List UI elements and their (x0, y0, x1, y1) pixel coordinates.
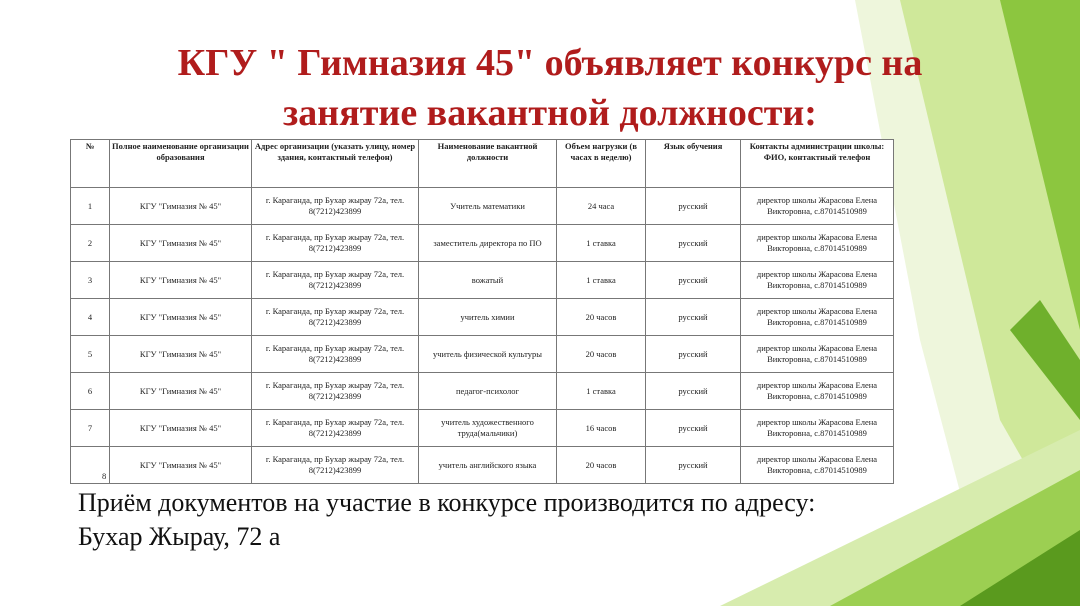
table-row (71, 447, 894, 484)
cell-language: русский (646, 373, 741, 410)
cell-number: 5 (71, 336, 110, 373)
document-submission-note (78, 486, 898, 554)
cell-language: русский (646, 336, 741, 373)
cell-number: 2 (71, 225, 110, 262)
cell-number: 6 (71, 373, 110, 410)
header-organization: Полное наименование организации образования (110, 140, 252, 188)
cell-position: учитель художественного труда(мальчики) (419, 410, 557, 447)
cell-language: русский (646, 262, 741, 299)
cell-contacts: директор школы Жарасова Елена Викторовна, с.87014510989 (741, 225, 894, 262)
cell-language: русский (646, 225, 741, 262)
header-number: № (71, 140, 110, 188)
cell-address: г. Караганда, пр Бухар жырау 72а, тел. 8(7212)423899 (252, 299, 419, 336)
cell-position: педагог-психолог (419, 373, 557, 410)
cell-address: г. Караганда, пр Бухар жырау 72а, тел. 8(7212)423899 (252, 410, 419, 447)
cell-number: 1 (71, 188, 110, 225)
cell-address: г. Караганда, пр Бухар жырау 72а, тел. 8(7212)423899 (252, 225, 419, 262)
cell-position: заместитель директора по ПО (419, 225, 557, 262)
cell-position: учитель физической культуры (419, 336, 557, 373)
cell-contacts: директор школы Жарасова Елена Викторовна, с.87014510989 (741, 299, 894, 336)
cell-language: русский (646, 447, 741, 484)
cell-organization: КГУ "Гимназия № 45" (110, 262, 252, 299)
cell-organization: КГУ "Гимназия № 45" (110, 447, 252, 484)
slide-title (90, 38, 1010, 138)
cell-contacts: директор школы Жарасова Елена Викторовна, с.87014510989 (741, 410, 894, 447)
table-row (71, 225, 894, 262)
table-header-row (71, 140, 894, 188)
title-line-1: КГУ " Гимназия 45" объявляет конкурс на (177, 42, 923, 84)
cell-contacts: директор школы Жарасова Елена Викторовна, с.87014510989 (741, 336, 894, 373)
cell-address: г. Караганда, пр Бухар жырау 72а, тел. 8(7212)423899 (252, 188, 419, 225)
header-language: Язык обучения (646, 140, 741, 188)
table-row (71, 262, 894, 299)
cell-language: русский (646, 299, 741, 336)
cell-organization: КГУ "Гимназия № 45" (110, 299, 252, 336)
cell-contacts: директор школы Жарасова Елена Викторовна, с.87014510989 (741, 262, 894, 299)
cell-position: учитель английского языка (419, 447, 557, 484)
cell-position: Учитель математики (419, 188, 557, 225)
cell-workload: 16 часов (557, 410, 646, 447)
table-row (71, 336, 894, 373)
cell-contacts: директор школы Жарасова Елена Викторовна, с.87014510989 (741, 373, 894, 410)
header-position: Наименование вакантной должности (419, 140, 557, 188)
cell-workload: 24 часа (557, 188, 646, 225)
cell-contacts: директор школы Жарасова Елена Викторовна, с.87014510989 (741, 188, 894, 225)
cell-organization: КГУ "Гимназия № 45" (110, 336, 252, 373)
cell-workload: 20 часов (557, 299, 646, 336)
cell-language: русский (646, 410, 741, 447)
cell-address: г. Караганда, пр Бухар жырау 72а, тел. 8(7212)423899 (252, 336, 419, 373)
submission-address: Бухар Жырау, 72 а (78, 522, 281, 551)
cell-workload: 20 часов (557, 447, 646, 484)
cell-number: 4 (71, 299, 110, 336)
cell-workload: 20 часов (557, 336, 646, 373)
cell-address: г. Караганда, пр Бухар жырау 72а, тел. 8(7212)423899 (252, 373, 419, 410)
cell-address: г. Караганда, пр Бухар жырау 72а, тел. 8(7212)423899 (252, 262, 419, 299)
title-line-2: занятие вакантной должности: (283, 92, 817, 134)
cell-workload: 1 ставка (557, 225, 646, 262)
cell-number: 8 (71, 447, 110, 484)
vacancy-table (70, 139, 894, 484)
cell-organization: КГУ "Гимназия № 45" (110, 410, 252, 447)
cell-organization: КГУ "Гимназия № 45" (110, 225, 252, 262)
header-contacts: Контакты администрации школы: ФИО, контактный телефон (741, 140, 894, 188)
cell-workload: 1 ставка (557, 373, 646, 410)
submission-line-1: Приём документов на участие в конкурсе производится по адресу: (78, 488, 816, 517)
table-row (71, 299, 894, 336)
table-row (71, 373, 894, 410)
cell-organization: КГУ "Гимназия № 45" (110, 188, 252, 225)
header-workload: Объем нагрузки (в часах в неделю) (557, 140, 646, 188)
cell-number: 7 (71, 410, 110, 447)
header-address: Адрес организации (указать улицу, номер здания, контактный телефон) (252, 140, 419, 188)
cell-organization: КГУ "Гимназия № 45" (110, 373, 252, 410)
cell-position: вожатый (419, 262, 557, 299)
cell-contacts: директор школы Жарасова Елена Викторовна, с.87014510989 (741, 447, 894, 484)
cell-position: учитель химии (419, 299, 557, 336)
cell-language: русский (646, 188, 741, 225)
cell-workload: 1 ставка (557, 262, 646, 299)
table-row (71, 410, 894, 447)
cell-address: г. Караганда, пр Бухар жырау 72а, тел. 8(7212)423899 (252, 447, 419, 484)
table-row (71, 188, 894, 225)
cell-number: 3 (71, 262, 110, 299)
